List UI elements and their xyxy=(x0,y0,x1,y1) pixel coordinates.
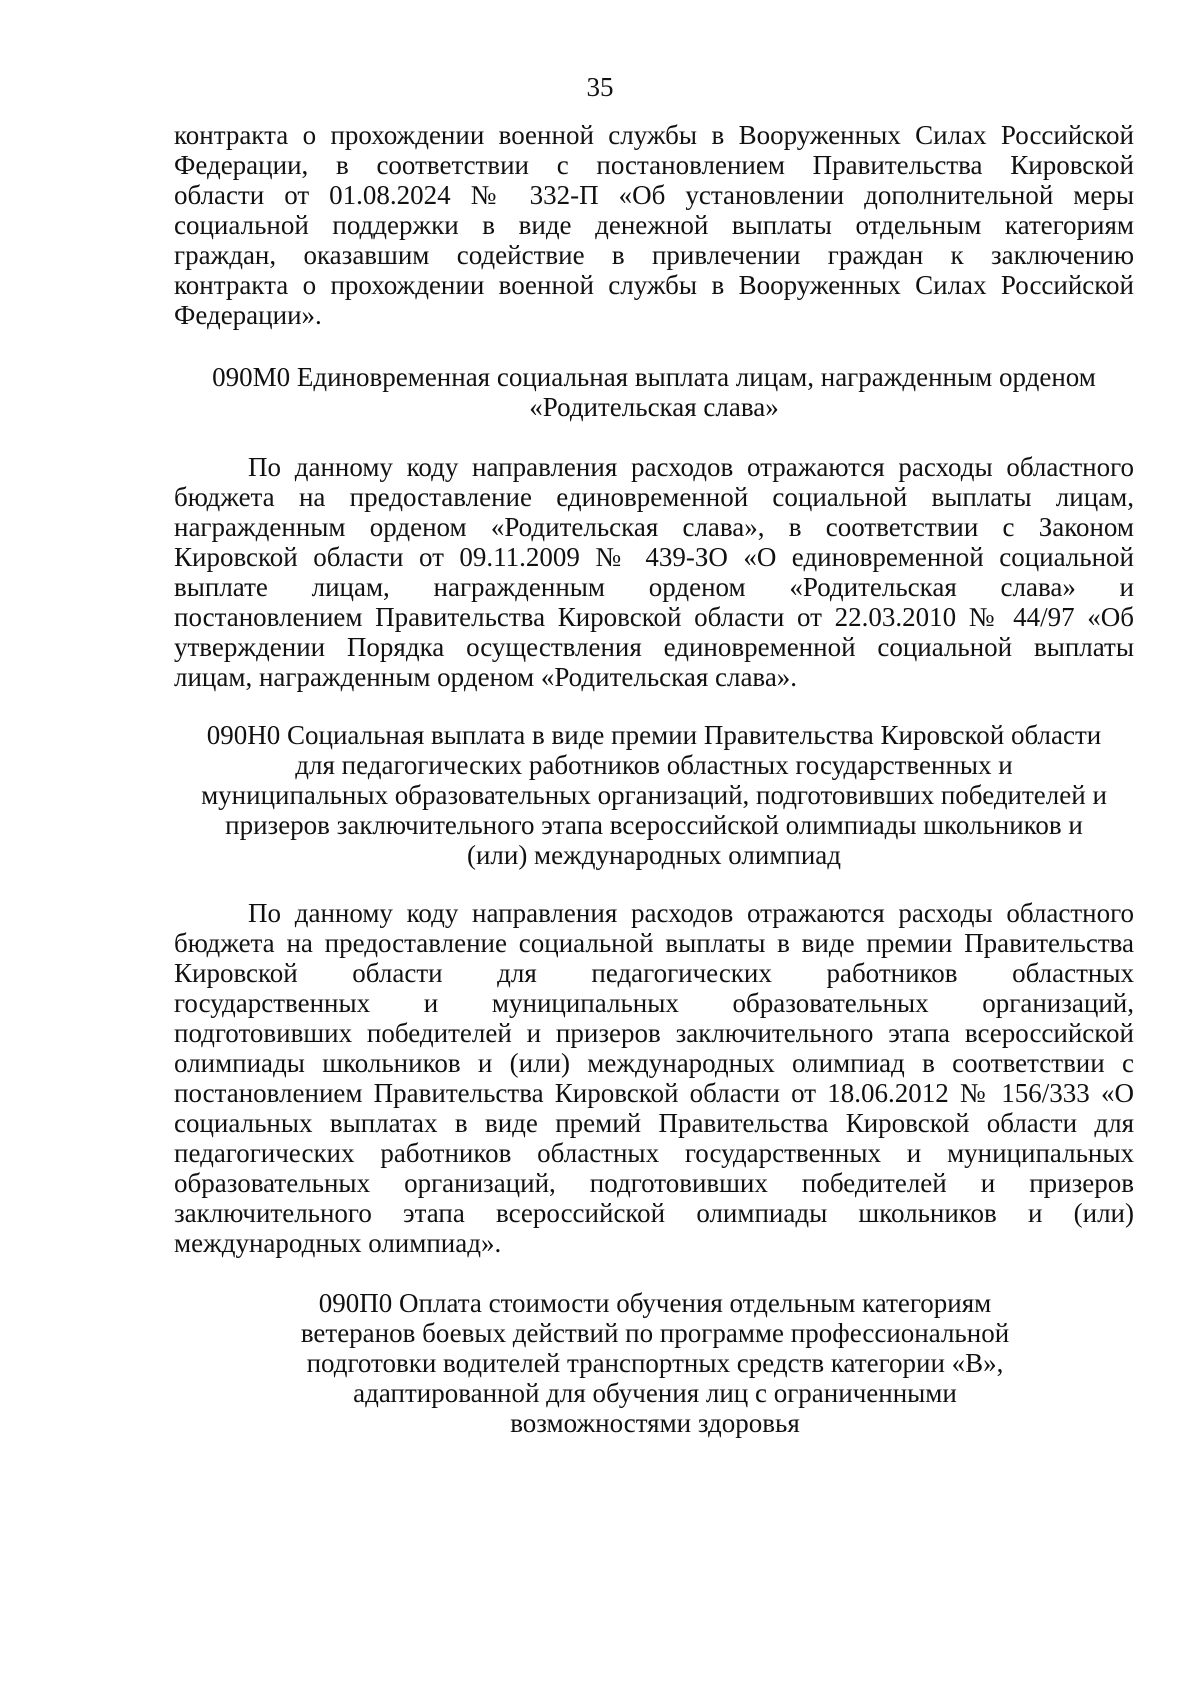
section-heading-090P0 xyxy=(240,1288,1070,1438)
paragraph-line: контракта о прохождении военной службы в Вооруженных Силах Российской xyxy=(174,120,1134,150)
heading-line: «Родительская слава» xyxy=(529,392,779,422)
paragraph-line: бюджета на предоставление единовременной социальной выплаты лицам, xyxy=(174,482,1134,512)
heading-line: 090М0 Единовременная социальная выплата лицам, награжденным орденом xyxy=(212,362,1096,392)
paragraph-line: граждан, оказавшим содействие в привлечении граждан к заключению xyxy=(174,240,1134,270)
paragraph-line: Федерации, в соответствии с постановлением Правительства Кировской xyxy=(174,150,1134,180)
paragraph-line: По данному коду направления расходов отражаются расходы областного xyxy=(248,452,1134,482)
heading-line: ветеранов боевых действий по программе профессиональной xyxy=(300,1318,1010,1348)
paragraph-line: По данному коду направления расходов отражаются расходы областного xyxy=(248,898,1134,928)
paragraph-line: педагогических работников областных государственных и муниципальных xyxy=(174,1138,1134,1168)
section-heading-090M0 xyxy=(174,362,1134,422)
paragraph-line: лицам, награжденным орденом «Родительская слава». xyxy=(174,662,798,692)
paragraph-line: Кировской области от 09.11.2009 № 439-ЗО «О единовременной социальной xyxy=(174,542,1134,572)
heading-line: (или) международных олимпиад xyxy=(466,840,842,870)
paragraph-line: постановлением Правительства Кировской области от 22.03.2010 № 44/97 «Об xyxy=(174,602,1134,632)
heading-line: адаптированной для обучения лиц с ограниченными xyxy=(353,1378,957,1408)
heading-line: возможностями здоровья xyxy=(510,1408,800,1438)
paragraph-line: международных олимпиад». xyxy=(174,1228,502,1258)
paragraph-line: подготовивших победителей и призеров заключительного этапа всероссийской xyxy=(174,1018,1134,1048)
paragraph-line: контракта о прохождении военной службы в Вооруженных Силах Российской xyxy=(174,270,1134,300)
paragraph-line: образовательных организаций, подготовивших победителей и призеров xyxy=(174,1168,1134,1198)
paragraph-line: утверждении Порядка осуществления единовременной социальной выплаты xyxy=(174,632,1134,662)
section-paragraph-090M0 xyxy=(174,452,1134,692)
paragraph-line: государственных и муниципальных образовательных организаций, xyxy=(174,988,1134,1018)
heading-line: подготовки водителей транспортных средств категории «В», xyxy=(306,1348,1004,1378)
page-number: 35 xyxy=(586,72,614,102)
paragraph-line: Кировской области для педагогических работников областных xyxy=(174,958,1134,988)
heading-line: муниципальных образовательных организаций, подготовивших победителей и xyxy=(201,780,1107,810)
paragraph-line: области от 01.08.2024 № 332-П «Об установлении дополнительной меры xyxy=(174,180,1134,210)
section-paragraph-090H0 xyxy=(174,898,1134,1258)
section-heading-090H0 xyxy=(174,720,1134,870)
paragraph-line: выплате лицам, награжденным орденом «Родительская слава» и xyxy=(174,572,1134,602)
continuation-paragraph xyxy=(174,120,1134,330)
paragraph-line: заключительного этапа всероссийской олимпиады школьников и (или) xyxy=(174,1198,1134,1228)
heading-line: для педагогических работников областных государственных и xyxy=(295,750,1013,780)
paragraph-line: Федерации». xyxy=(174,300,322,330)
paragraph-line: бюджета на предоставление социальной выплаты в виде премии Правительства xyxy=(174,928,1134,958)
paragraph-line: постановлением Правительства Кировской области от 18.06.2012 № 156/333 «О xyxy=(174,1078,1134,1108)
heading-line: 090П0 Оплата стоимости обучения отдельным категориям xyxy=(318,1288,992,1318)
heading-line: 090Н0 Социальная выплата в виде премии Правительства Кировской области xyxy=(206,720,1102,750)
paragraph-line: олимпиады школьников и (или) международных олимпиад в соответствии с xyxy=(174,1048,1134,1078)
paragraph-line: социальной поддержки в виде денежной выплаты отдельным категориям xyxy=(174,210,1134,240)
paragraph-line: награжденным орденом «Родительская слава», в соответствии с Законом xyxy=(174,512,1134,542)
heading-line: призеров заключительного этапа всероссийской олимпиады школьников и xyxy=(225,810,1083,840)
paragraph-line: социальных выплатах в виде премий Правительства Кировской области для xyxy=(174,1108,1134,1138)
